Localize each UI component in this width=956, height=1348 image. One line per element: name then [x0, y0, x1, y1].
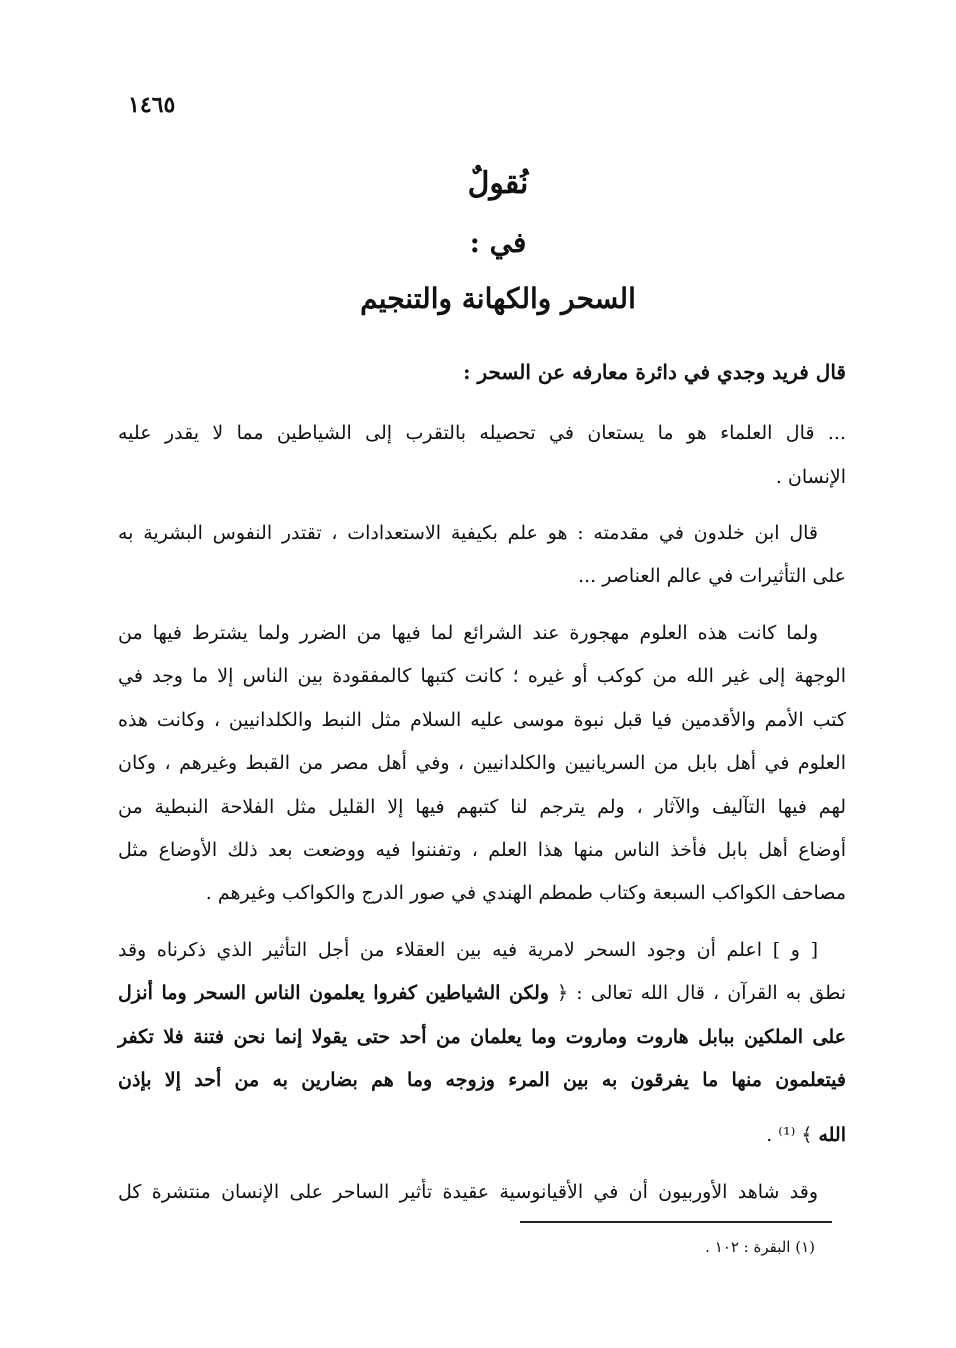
- paragraph-line: وقد شاهد الأوربيون أن في الأقيانوسية عقيدة تأثير الساحر على الإنسان منتشرة كل: [118, 1181, 818, 1203]
- quran-verse-segment: ولكن الشياطين كفروا يعلمون الناس السحر وما أنزل: [118, 982, 549, 1004]
- title-line-3: السحر والكهانة والتنجيم: [360, 282, 636, 315]
- paragraph-line: كتب الأمم والأقدمين فيا قبل نبوة موسى عليه السلام مثل النبط والكلدانيين ، وكانت هذه: [118, 709, 846, 731]
- paragraph-line: الإنسان .: [775, 466, 846, 488]
- footnote: (١) البقرة : ١٠٢ .: [705, 1238, 815, 1256]
- paragraph-line: لهم فيها التآليف والآثار ، ولم يترجم لنا كتبهم فيها إلا القليل مثل الفلاحة النبطية من: [118, 796, 846, 818]
- page-number: ١٤٦٥: [128, 92, 176, 118]
- text-segment: نطق به القرآن ، قال الله تعالى : ﴿: [557, 982, 846, 1004]
- paragraph-line: قال ابن خلدون في مقدمته : هو علم بكيفية الاستعدادات ، تقتدر النفوس البشرية به: [118, 522, 818, 544]
- paragraph-line: [118, 979, 846, 1007]
- paragraph-line: على التأثيرات في عالم العناصر ...: [578, 565, 846, 587]
- paragraph-line: ولما كانت هذه العلوم مهجورة عند الشرائع لما فيها من الضرر ولما يشترط فيها من: [118, 622, 818, 644]
- footnote-ref: ﴾ ⁽¹⁾ .: [766, 1124, 813, 1146]
- paragraph-line: [118, 1121, 846, 1149]
- paragraph-line: مصاحف الكواكب السبعة وكتاب طمطم الهندي في صور الدرج والكواكب وغيرهم .: [205, 882, 846, 904]
- title-line-1: نُقولٌ: [467, 166, 529, 201]
- paragraph-line: [ و ] اعلم أن وجود السحر لامرية فيه بين العقلاء من أجل التأثير الذي ذكرناه وقد: [118, 939, 818, 961]
- quran-verse-line: على الملكين ببابل هاروت وماروت وما يعلمان من أحد حتى يقولا إنما نحن فتنة فلا تكفر: [118, 1026, 846, 1048]
- paragraph-line: الوجهة إلى غير الله من كوكب أو غيره ؛ كانت كتبها كالمفقودة بين الناس إلا ما وجد في: [118, 665, 846, 687]
- quran-verse-line: فيتعلمون منها ما يفرقون به بين المرء وزوجه وما هم بضارين به من أحد إلا بإذن: [118, 1069, 846, 1091]
- paragraph-line: أوضاع أهل بابل فأخذ الناس منها هذا العلم ، وتفننوا فيه ووضعت بعد ذلك الأوضاع مثل: [118, 839, 846, 861]
- title-line-2: في :: [469, 226, 527, 259]
- paragraph-line: ... قال العلماء هو ما يستعان في تحصيله بالتقرب إلى الشياطين مما لا يقدر عليه: [118, 422, 846, 444]
- paragraph-line: العلوم في أهل بابل من السريانيين والكلدانيين ، وفي أهل مصر من القبط وغيرهم ، وكان: [118, 752, 846, 774]
- section-heading: قال فريد وجدي في دائرة معارفه عن السحر :: [463, 360, 846, 384]
- footnote-divider: [520, 1221, 832, 1223]
- quran-verse-segment: الله: [818, 1124, 846, 1146]
